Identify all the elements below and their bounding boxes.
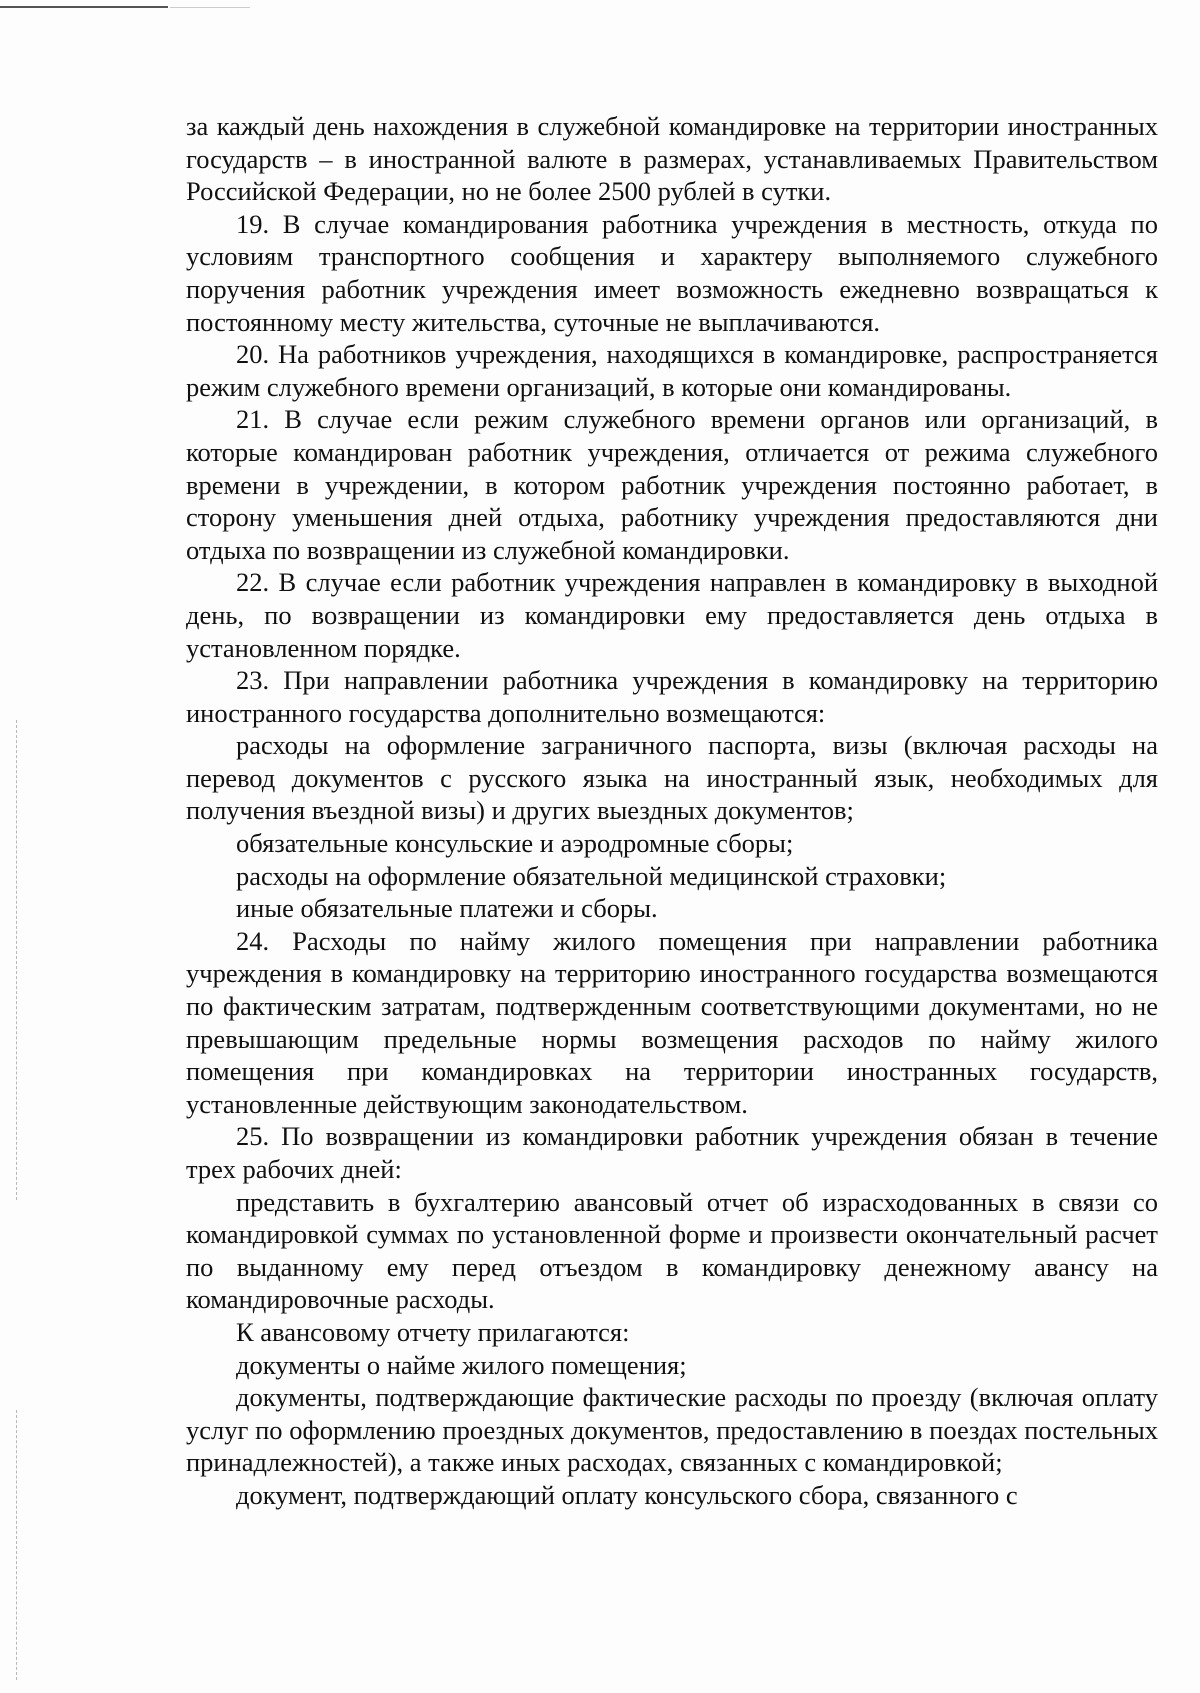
scan-edge-mark bbox=[16, 1410, 18, 1680]
paragraph-clause-23: 23. При направлении работника учреждения в командировку на территорию иностранного государства дополнительно возмещаются: bbox=[186, 665, 1158, 728]
scan-edge-mark bbox=[16, 720, 18, 1200]
paragraph-attachments-intro: К авансовому отчету прилагаются: bbox=[236, 1316, 630, 1347]
paragraph-clause-24: 24. Расходы по найму жилого помещения при направлении работника учреждения в командировку на территорию иностранного государства возмещаются по фактическим затратам, подтвержденным соответствующими документами, но не превышающим предельные нормы возмещения расходов по найму жилого помещения при командировках на территории иностранных государств, установленные действующим законодательством. bbox=[186, 925, 1158, 1119]
list-item-travel-documents: документы, подтверждающие фактические расходы по проезду (включая оплату услуг по оформлению проездных документов, предоставлению в поездах постельных принадлежностей), а также иных расходах, связанных с командировкой; bbox=[186, 1382, 1158, 1478]
list-item-medical-insurance: расходы на оформление обязательной медицинской страховки; bbox=[236, 860, 947, 891]
paragraph-clause-21: 21. В случае если режим служебного времени органов или организаций, в которые командирован работник учреждения, отличается от режима служебного времени в учреждении, в котором работник учреждения постоянно работает, в сторону уменьшения дней отдыха, работнику учреждения предоставляются дни отдыха по возвращении из служебной командировки. bbox=[186, 404, 1158, 565]
list-item-other-payments: иные обязательные платежи и сборы. bbox=[236, 893, 658, 924]
list-item-housing-documents: документы о найме жилого помещения; bbox=[236, 1349, 687, 1380]
list-item-consular-payment: документ, подтверждающий оплату консульского сбора, связанного с bbox=[236, 1479, 1018, 1510]
paragraph-clause-25: 25. По возвращении из командировки работник учреждения обязан в течение трех рабочих дней: bbox=[186, 1121, 1158, 1184]
scan-top-rule bbox=[0, 6, 168, 8]
list-item-consular-fees: обязательные консульские и аэродромные сборы; bbox=[236, 828, 794, 859]
paragraph-clause-22: 22. В случае если работник учреждения направлен в командировку в выходной день, по возвращении из командировки ему предоставляется день отдыха в установленном порядке. bbox=[186, 567, 1158, 663]
paragraph-continuation: за каждый день нахождения в служебной командировке на территории иностранных государств – в иностранной валюте в размерах, устанавливаемых Правительством Российской Федерации, но не более 2500 рублей в сутки. bbox=[186, 111, 1158, 207]
paragraph-clause-19: 19. В случае командирования работника учреждения в местность, откуда по условиям транспортного сообщения и характеру выполняемого служебного поручения работник учреждения имеет возможность ежедневно возвращаться к постоянному месту жительства, суточные не выплачиваются. bbox=[186, 208, 1158, 337]
scan-top-rule-faint bbox=[170, 7, 250, 8]
paragraph-clause-20: 20. На работников учреждения, находящихся в командировке, распространяется режим служебного времени организаций, в которые они командированы. bbox=[186, 339, 1158, 402]
document-body bbox=[186, 110, 1158, 1512]
list-item-passport-visa: расходы на оформление заграничного паспорта, визы (включая расходы на перевод документов с русского языка на иностранный язык, необходимых для получения въездной визы) и других выездных документов; bbox=[186, 730, 1158, 826]
list-item-advance-report: представить в бухгалтерию авансовый отчет об израсходованных в связи со командировкой суммах по установленной форме и произвести окончательный расчет по выданному ему перед отъездом в командировку денежному авансу на командировочные расходы. bbox=[186, 1186, 1158, 1315]
